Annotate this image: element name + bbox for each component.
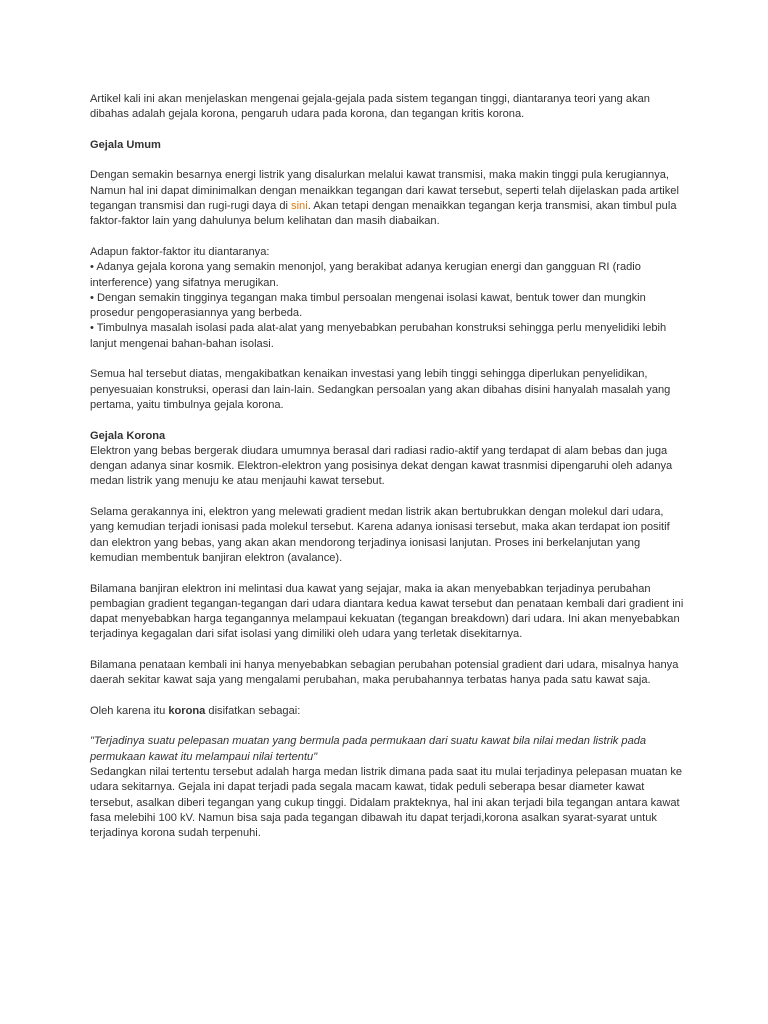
korona-definition-quote: "Terjadinya suatu pelepasan muatan yang bermula pada permukaan dari suatu kawat bila nilai medan listrik pada permukaan kawat itu melampaui nilai tertentu": [90, 735, 647, 763]
factor-list-intro: Adapun faktor-faktor itu diantaranya:: [90, 245, 270, 258]
umum-paragraph-1: [90, 168, 686, 229]
heading-gejala-umum: Gejala Umum: [90, 138, 161, 151]
umum-paragraph-2: Semua hal tersebut diatas, mengakibatkan kenaikan investasi yang lebih tinggi sehingga diperlukan penyelidikan, penyesuaian konstruksi, operasi dan lain-lain. Sedangkan persoalan yang akan dibahas disini hanyalah masalah yang pertama, yaitu timbulnya gejala korona.: [90, 368, 671, 411]
korona-paragraph-5-text-b: disifatkan sebagai:: [205, 704, 301, 717]
factor-list-item: • Dengan semakin tingginya tegangan maka timbul persoalan mengenai isolasi kawat, bentuk tower dan mungkin prosedur pengoperasiannya yang berbeda.: [90, 291, 646, 320]
article-body: [90, 92, 686, 857]
korona-paragraph-4: Bilamana penataan kembali ini hanya menyebabkan sebagian perubahan potensial gradient dari udara, misalnya hanya daerah sekitar kawat saja yang mengalami perubahan, maka perubahannya terbatas hanya pada satu kawat saja.: [90, 658, 679, 687]
korona-paragraph-2: Selama gerakannya ini, elektron yang melewati gradient medan listrik akan bertubrukkan dengan molekul dari udara, yang kemudian terjadi ionisasi pada molekul tersebut. Karena adanya ionisasi tersebut, maka akan terdapat ion positif dan elektron yang bebas, yang akan akan mendorong terjadinya ionisasi lanjutan. Proses ini berkelanjutan yang kemudian membentuk banjiran elektron (avalance).: [90, 506, 670, 564]
korona-paragraph-6: Sedangkan nilai tertentu tersebut adalah harga medan listrik dimana pada saat itu mulai terjadinya pelepasan muatan ke udara sekitarnya. Gejala ini dapat terjadi pada segala macam kawat, tidak peduli seberapa besar diameter kawat tersebut, asalkan diberi tegangan yang cukup tinggi. Didalam prakteknya, hal ini akan terjadi bila tegangan antara kawat fasa melebihi 100 kV. Namun bisa saja pada tegangan dibawah itu dapat terjadi,korona asalkan syarat-syarat untuk terjadinya korona sudah terpenuhi.: [90, 766, 683, 840]
korona-paragraph-1: Elektron yang bebas bergerak diudara umumnya berasal dari radiasi radio-aktif yang terdapat di alam bebas dan juga dengan adanya sinar kosmik. Elektron-elektron yang posisinya dekat dengan kawat trasnmisi dipengaruhi oleh adanya medan listrik yang menuju ke atau menjauhi kawat tersebut.: [90, 444, 673, 488]
korona-term: korona: [168, 704, 206, 717]
korona-paragraph-5: [90, 704, 686, 719]
heading-gejala-korona: Gejala Korona: [90, 429, 166, 442]
factor-list-item: • Timbulnya masalah isolasi pada alat-alat yang menyebabkan perubahan konstruksi sehingga perlu menyelidiki lebih lanjut mengenai bahan-bahan isolasi.: [90, 322, 667, 350]
umum-paragraph-1-text-a: Dengan semakin besarnya energi listrik yang disalurkan melalui kawat transmisi, maka makin tinggi pula kerugiannya, Namun hal ini dapat diminimalkan dengan menaikkan tegangan dari kawat tersebut, seperti telah dijelaskan pada artikel tegangan transmisi dan rugi-rugi daya di: [90, 169, 679, 213]
factor-list-item: • Adanya gejala korona yang semakin menonjol, yang berakibat adanya kerugian energi dan gangguan RI (radio interference) yang sifatnya merugikan.: [90, 261, 641, 289]
korona-paragraph-5-text-a: Oleh karena itu: [90, 704, 169, 717]
korona-paragraph-3: Bilamana banjiran elektron ini melintasi dua kawat yang sejajar, maka ia akan menyebabkan terjadinya perubahan pembagian gradient tegangan-tegangan dari udara diantara kedua kawat tersebut dan penataan kembali dari gradient ini dapat menyebabkan harga tegangannya melampaui kekuatan (tegangan breakdown) dari udara. Ini akan menyebabkan terjadinya kegagalan dari sifat isolasi yang dimiliki oleh udara yang terletak disekitarnya.: [90, 582, 684, 641]
umum-paragraph-1-text-b: . Akan tetapi dengan menaikkan tegangan kerja transmisi, akan timbul pula faktor-faktor lain yang dahulunya belum kelihatan dan masih diabaikan.: [90, 200, 677, 228]
sini-link[interactable]: sini: [291, 200, 308, 213]
intro-paragraph: Artikel kali ini akan menjelaskan mengenai gejala-gejala pada sistem tegangan tinggi, diantaranya teori yang akan dibahas adalah gejala korona, pengaruh udara pada korona, dan tegangan kritis korona.: [90, 93, 650, 121]
factor-list: [90, 245, 686, 352]
